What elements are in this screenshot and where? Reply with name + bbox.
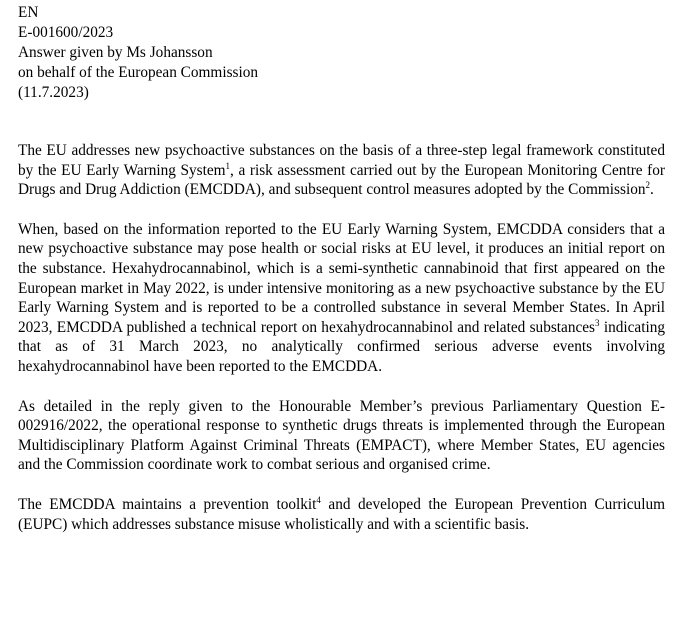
footnote-ref-1: 1 [225,160,231,171]
footnote-ref-3: 3 [595,317,600,328]
answer-author: Answer given by Ms Johansson [18,44,213,61]
paragraph-empact: As detailed in the reply given to the Honourable Member’s previous Parliamentary Question E-002916/2022, the operational response to synthetic drugs threats is implemented through the European Multidisciplinary Platform Against Criminal Threats (EMPACT), where Member States, EU agencies and the Commission coordinate work to combat serious and organised crime. [18,397,665,474]
footnote-ref-2: 2 [645,180,651,191]
footnote-ref-4: 4 [316,494,321,505]
document-header [18,3,665,103]
question-reference: E-001600/2023 [18,24,114,41]
answer-on-behalf: on behalf of the European Commission [18,64,259,81]
answer-date: (11.7.2023) [18,84,89,101]
paragraph-hexahydrocannabinol: When, based on the information reported to the EU Early Warning System, EMCDDA considers that a new psychoactive substance may pose health or social risks at EU level, it produces an initial report on the substance. Hexahydrocannabinol, which is a semi-synthetic cannabinoid that first appeared on the European market in May 2022, is under intensive monitoring as a new psychoactive substance by the EU Early Warning System and is reported to be a controlled substance in several Member States. In April 2023, EMCDDA published a technical report on hexahydrocannabinol and related substances$^3$ indicating that as of 31 March 2023, no analytically confirmed serious adverse events involving hexahydrocannabinol have been reported to the EMCDDA. [18,220,665,375]
paragraph-prevention-toolkit: The EMCDDA maintains a prevention toolkit$^4$ and developed the European Prevention Curriculum (EUPC) which addresses substance misuse wholistically and with a scientific basis. [18,494,665,533]
document-page [18,0,665,534]
language-code: EN [18,4,39,21]
paragraph-legal-framework: The EU addresses new psychoactive substances on the basis of a three-step legal framework constituted by the EU Early Warning System$^1$, a risk assessment carried out by the European Monitoring Centre for Drugs and Drug Addiction (EMCDDA), and subsequent control measures adopted by the Commission$^2$. [18,142,666,199]
